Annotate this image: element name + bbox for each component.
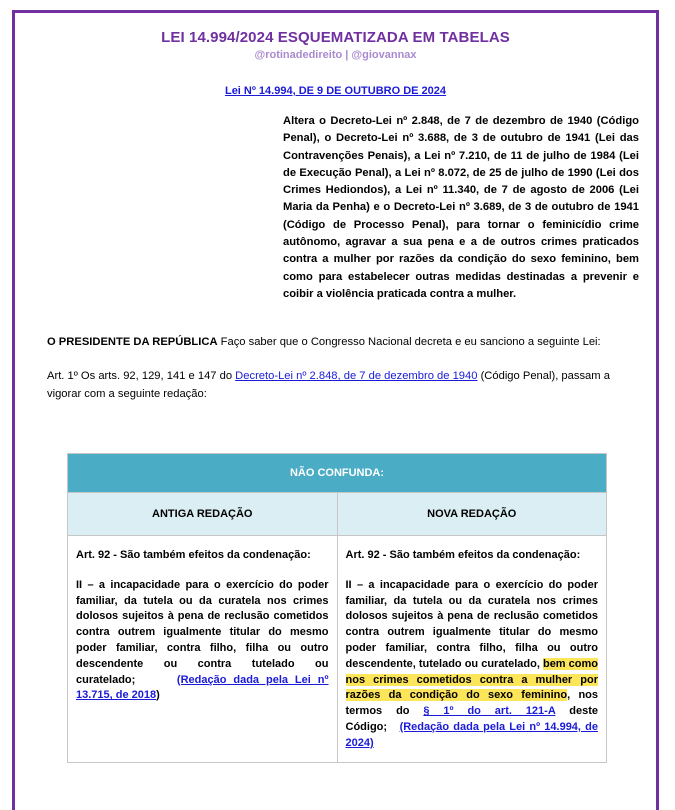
column-header-old: ANTIGA REDAÇÃO [68,493,338,536]
column-header-new: NOVA REDAÇÃO [337,493,607,536]
document-page [12,10,659,810]
article-1-paragraph [47,368,637,403]
art-121a-link[interactable]: § 1º do art. 121-A [423,705,556,718]
law-ementa: Altera o Decreto-Lei nº 2.848, de 7 de dezembro de 1940 (Código Penal), o Decreto-Lei nº 3.688, de 3 de outubro de 1941 (Lei das Contravenções Penais), a Lei nº 7.210, de 11 de julho de 1984 (Lei de Execução Penal), a Lei nº 8.072, de 25 de julho de 1990 (Lei dos Crimes Hediondos), a Lei nº 11.340, de 7 de agosto de 2006 (Lei Maria da Penha) e o Decreto-Lei nº 3.689, de 3 de outubro de 1941 (Código de Processo Penal), para tornar o feminicídio crime autônomo, agravar a sua pena e a de outros crimes praticados contra a mulher por razões da condição do sexo feminino, bem como para estabelecer outras medidas destinadas a prevenir e coibir a violência praticada contra a mulher. [283,115,639,300]
article-1-prefix: Art. 1º Os arts. 92, 129, 141 e 147 do [47,370,236,382]
law-title-link[interactable]: Lei Nº 14.994, DE 9 DE OUTUBRO DE 2024 [224,85,447,97]
highlighted-text: bem como nos crimes cometidos contra a mulher por razões da condição do sexo feminino [345,657,598,702]
page-title: LEI 14.994/2024 ESQUEMATIZADA EM TABELAS [161,29,510,46]
article-1-suffix: (Código Penal), passam a vigorar com a seguinte redação: [47,370,610,400]
old-amendment-link[interactable]: (Redação dada pela Lei nº 13.715, de 2018 [76,673,329,702]
new-inciso-mid: , nos termos do [345,689,598,718]
comparison-table [67,453,607,763]
old-article-heading: Art. 92 - São também efeitos da condenação: [76,549,311,561]
table-heading: NÃO CONFUNDA: [68,454,607,493]
page-subtitle: @rotinadedireito | @giovannax [254,49,417,61]
preamble-lead: O PRESIDENTE DA REPÚBLICA [47,336,218,348]
old-amendment-tail: ) [156,689,160,702]
new-article-heading: Art. 92 - São também efeitos da condenação: [345,549,581,561]
decree-link[interactable]: Decreto-Lei nº 2.848, de 7 de dezembro de 1940 [235,370,478,382]
new-inciso-tail: deste Código; [345,705,599,733]
preamble-paragraph [47,334,637,352]
old-inciso-text: II – a incapacidade para o exercício do poder familiar, da tutela ou da curatela nos crimes dolosos sujeitos à pena de reclusão cometidos contra outrem igualmente titular do mesmo poder familiar, contra filho, filha ou outro descendente ou contra tutelado ou curatelado; [76,578,329,686]
new-inciso [346,578,599,752]
new-amendment-link[interactable]: (Redação dada pela Lei nº 14.994, de 2024) [345,720,598,749]
new-text-cell [337,536,607,763]
new-inciso-text: II – a incapacidade para o exercício do poder familiar, da tutela ou da curatela nos crimes dolosos sujeitos à pena de reclusão cometidos contra outrem igualmente titular do mesmo poder familiar, contra filho, filha ou outro descendente, tutelado ou curatelado, [345,578,598,670]
preamble-text: Faço saber que o Congresso Nacional decreta e eu sanciono a seguinte Lei: [217,336,601,348]
law-title [15,85,656,97]
old-text-cell [68,536,338,763]
old-inciso [76,578,329,704]
